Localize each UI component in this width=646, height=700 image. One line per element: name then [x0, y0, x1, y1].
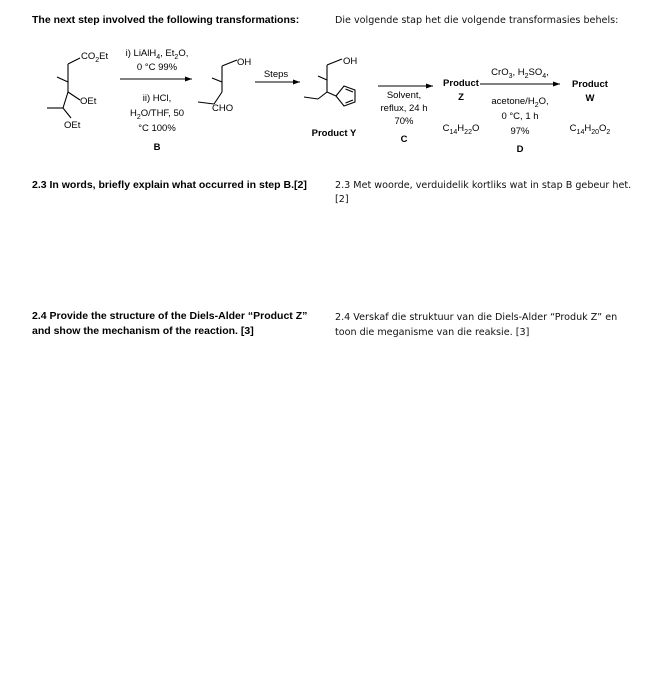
- question-2-4-afrikaans-line1: 2.4 Verskaf die struktuur van die Diels-Alder “Produk Z” en: [335, 312, 618, 323]
- step-b-line1: i) LiAlH$_4$, $Et_2O$,: [125, 48, 189, 61]
- step-c-line2: reflux, 24 h: [380, 103, 428, 114]
- oet-label-1: OEt: [80, 96, 97, 107]
- question-2-3-afrikaans-line1: 2.3 Met woorde, verduidelik kortliks wat in stap B gebeur het.: [335, 180, 632, 191]
- steps-label: Steps: [263, 69, 289, 80]
- question-2-4-english: [32, 309, 307, 339]
- step-b-line3: ii) HCl,: [142, 93, 172, 104]
- product-z-formula: $C_{14}H_{22}O$: [442, 123, 480, 136]
- step-d-label: D: [516, 144, 524, 155]
- co2et-label: $CO_2Et$: [81, 51, 109, 64]
- step-b-line4: $H_2O$/THF, 50: [129, 108, 185, 121]
- step-b-line2: 0 °C 99%: [136, 62, 178, 73]
- intermediate-cho-label: CHO: [212, 103, 234, 114]
- step-d-line4: 97%: [510, 126, 530, 137]
- product-z-line2: Z: [458, 92, 464, 103]
- product-y-label: Product Y: [311, 128, 357, 139]
- step-c-label: C: [400, 134, 408, 145]
- product-z-line1: Product: [443, 78, 479, 89]
- starting-material-skeleton: [47, 58, 80, 118]
- product-y-oh-label: OH: [343, 56, 358, 67]
- question-2-4-afrikaans: [335, 310, 617, 340]
- question-2-3-english: 2.3 In words, briefly explain what occurred in step B.[2]: [32, 179, 307, 191]
- question-2-3-afrikaans-line2: [2]: [335, 194, 349, 205]
- question-2-3-afrikaans: [335, 179, 631, 207]
- intermediate-oh-label: OH: [237, 57, 252, 68]
- step-d-line2: acetone/$H_2O$,: [491, 96, 549, 109]
- intermediate-skeleton: [198, 60, 237, 104]
- arrowhead-c: [426, 84, 433, 89]
- step-b-label: B: [153, 142, 161, 153]
- question-2-4-english-line1: 2.4 Provide the structure of the Diels-Alder “Product Z”: [32, 310, 308, 322]
- header-afrikaans: Die volgende stap het die volgende transformasies behels:: [335, 15, 619, 26]
- step-c-line3: 70%: [394, 116, 414, 127]
- step-d-line3: 0 °C, 1 h: [501, 111, 539, 122]
- header-english: The next step involved the following transformations:: [32, 14, 300, 26]
- product-w-formula: $C_{14}H_{20}O_2$: [569, 123, 611, 136]
- oet-label-2: OEt: [64, 120, 81, 131]
- step-b-line5: °C 100%: [138, 123, 176, 134]
- step-c-line1: Solvent,: [386, 90, 422, 101]
- question-2-4-english-line2: and show the mechanism of the reaction. [3]: [32, 325, 254, 337]
- arrowhead-b: [185, 77, 192, 82]
- question-2-4-afrikaans-line2: toon die meganisme van die reaksie. [3]: [335, 327, 530, 338]
- product-w-line1: Product: [572, 79, 608, 90]
- product-w-line2: W: [585, 93, 595, 104]
- step-d-line1: CrO$_3$, $H_2SO_4$,: [491, 67, 549, 80]
